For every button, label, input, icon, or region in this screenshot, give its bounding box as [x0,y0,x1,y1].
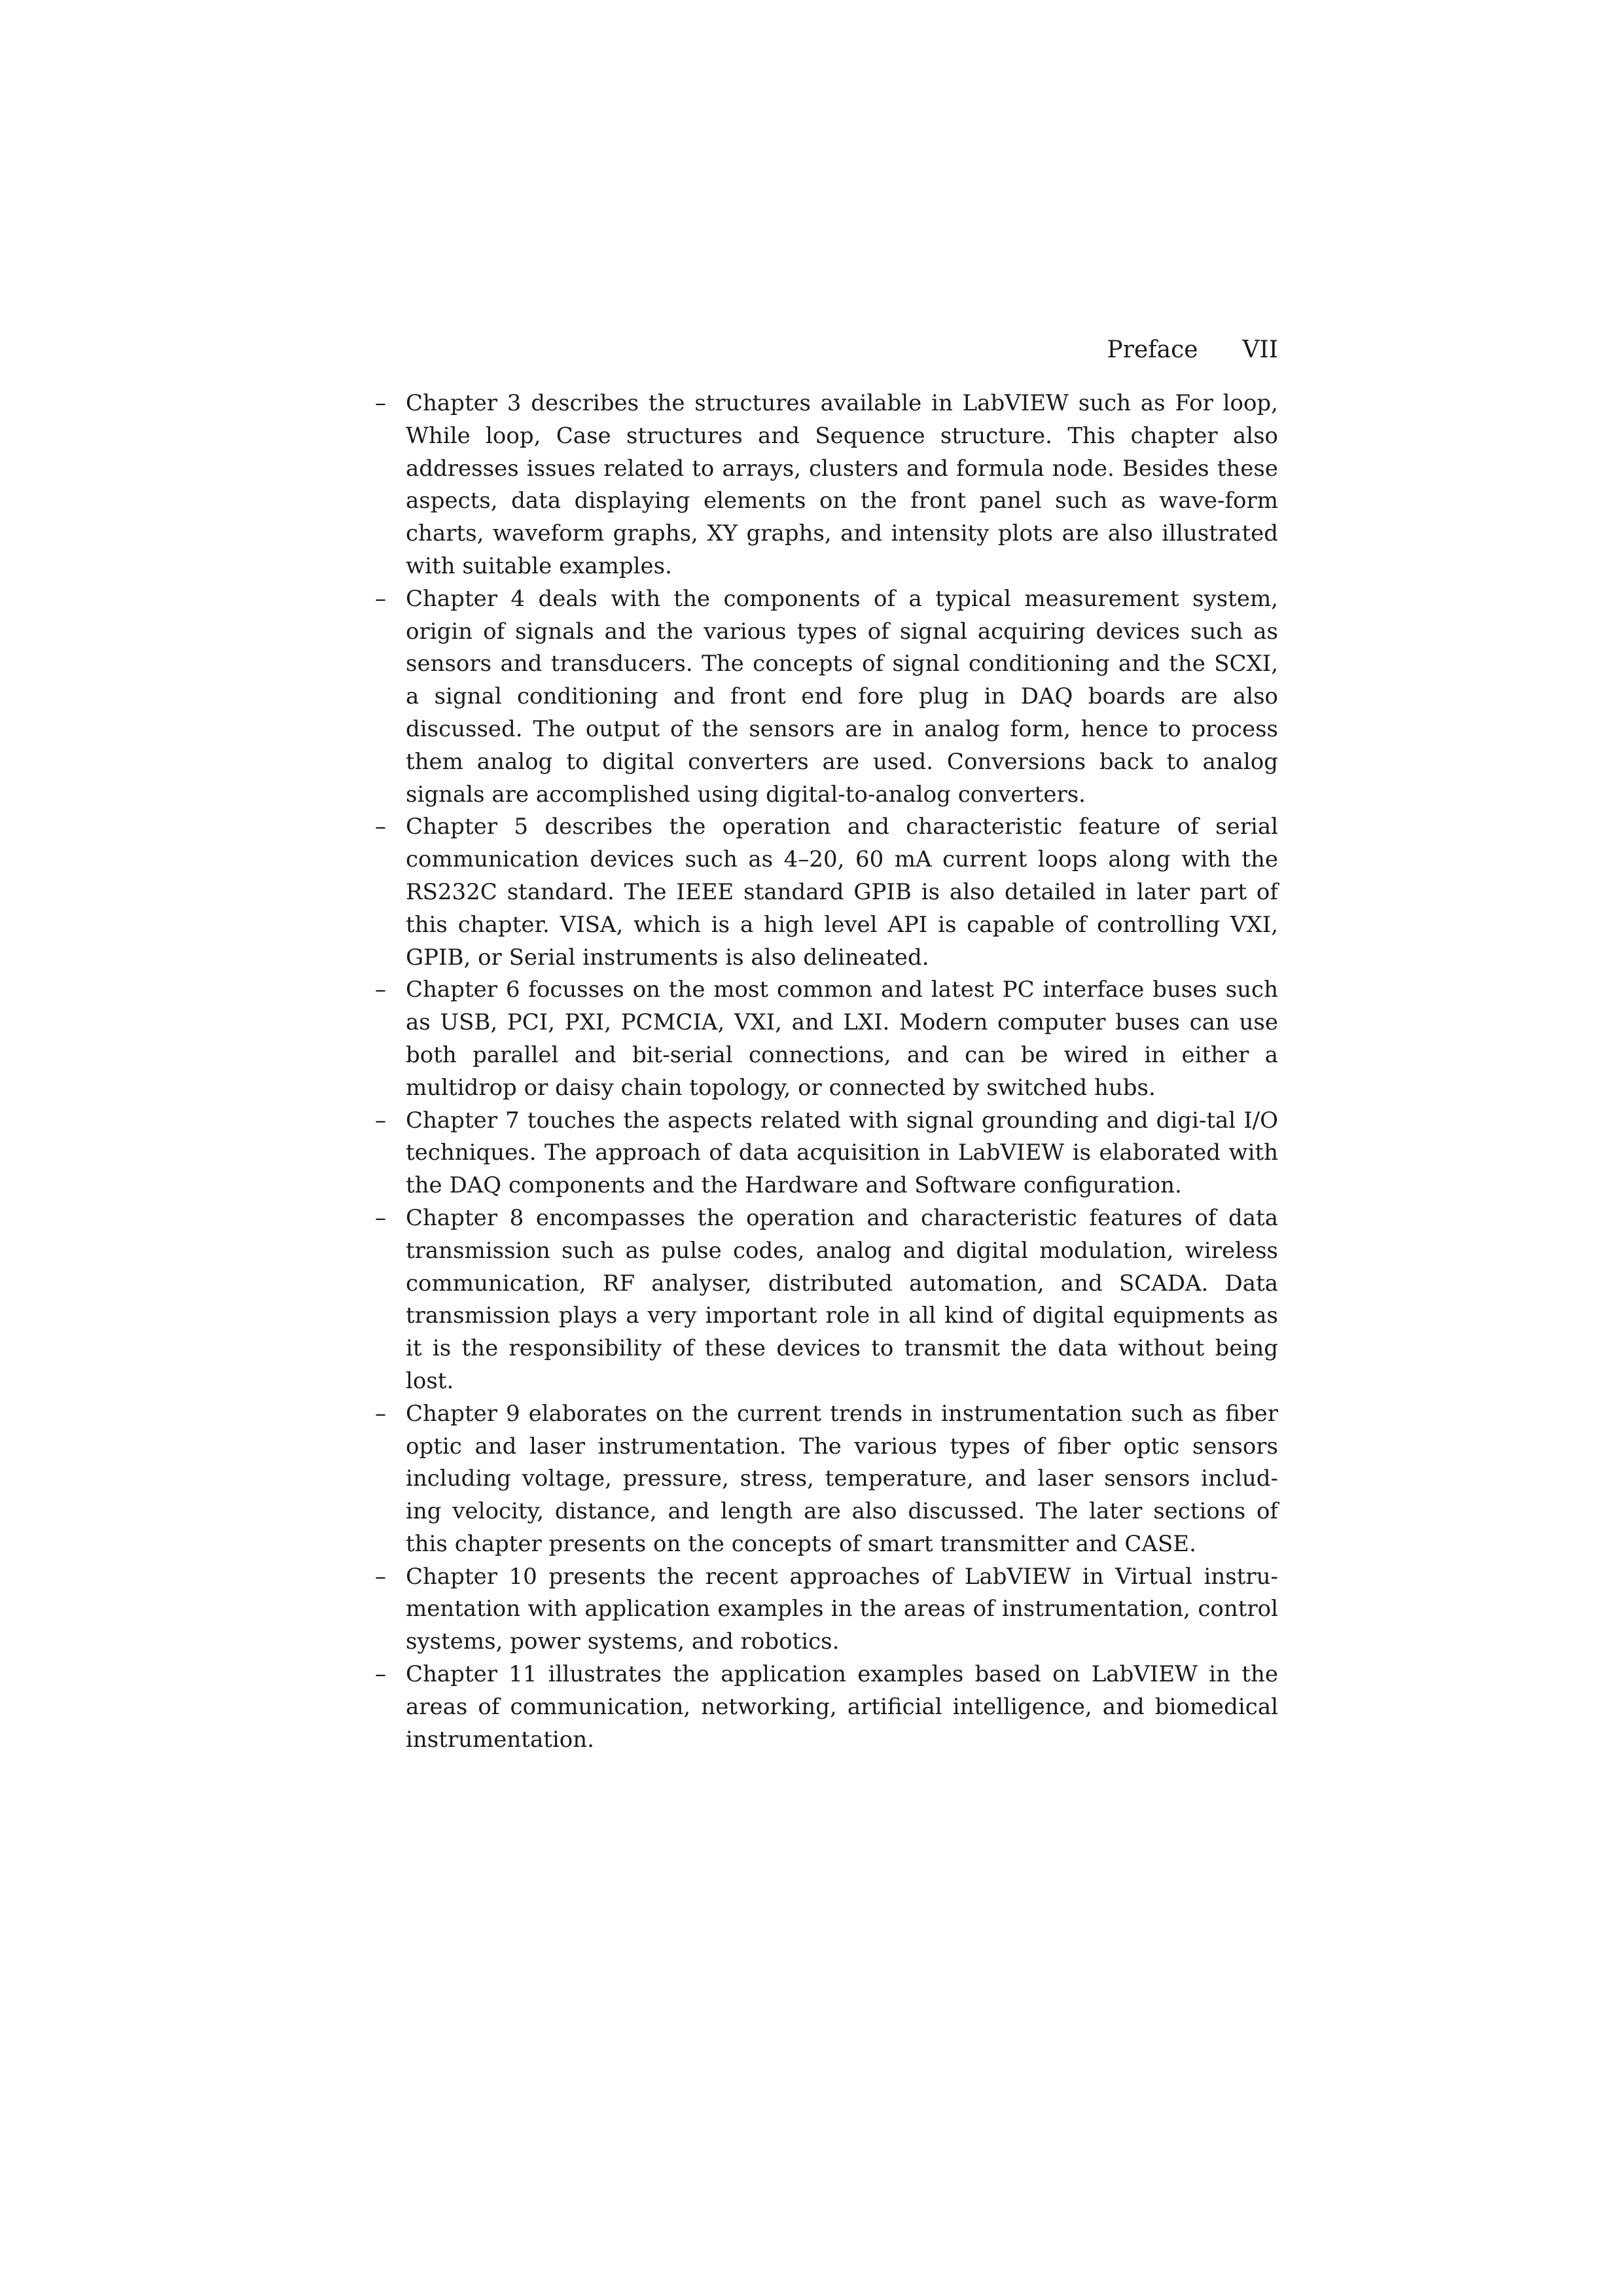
list-dash: – [375,1661,386,1688]
list-item-chapter-6 [375,974,1278,1104]
page-number: VII [1242,336,1278,363]
list-dash: – [375,977,386,1003]
list-item-chapter-5 [375,811,1278,974]
list-dash: – [375,585,386,612]
chapter-8-summary: Chapter 8 encompasses the operation and characteristic features of data transmission such as pulse codes, analog and digital modulation, wireless communication, RF analyser, distributed automation, and SCADA. Data transmission plays a very important role in all kind of digital equipments as it is the responsibility of these devices to transmit the data without being lost. [406,1204,1278,1394]
list-item-chapter-3 [375,387,1278,583]
list-dash: – [375,1400,386,1427]
list-item-chapter-9 [375,1398,1278,1561]
list-dash: – [375,1204,386,1231]
chapter-4-summary: Chapter 4 deals with the components of a typical measurement system, origin of signals and the various types of signal acquiring devices such as sensors and transducers. The concepts of signal conditioning and the SCXI, a signal conditioning and front end fore plug in DAQ boards are also discussed. The output of the sensors are in analog form, hence to process them analog to digital converters are used. Conversions back to analog signals are accomplished using digital-to-analog converters. [406,585,1278,808]
list-item-chapter-7 [375,1105,1278,1202]
header-section-title: Preface [1107,336,1198,363]
list-item-chapter-10 [375,1561,1278,1659]
running-header [375,331,1278,370]
list-dash: – [375,390,386,416]
list-dash: – [375,1107,386,1134]
chapter-10-summary: Chapter 10 presents the recent approaches of LabVIEW in Virtual instru-mentation with application examples in the areas of instrumentation, control systems, power systems, and robotics. [406,1563,1278,1655]
chapter-3-summary: Chapter 3 describes the structures available in LabVIEW such as For loop, While loop, Case structures and Sequence structure. This chapter also addresses issues related to arrays, clusters and formula node. Besides these aspects, data displaying elements on the front panel such as wave-form charts, waveform graphs, XY graphs, and intensity plots are also illustrated with suitable examples. [406,390,1278,579]
chapter-11-summary: Chapter 11 illustrates the application examples based on LabVIEW in the areas of communication, networking, artificial intelligence, and biomedical instrumentation. [406,1661,1278,1753]
chapter-6-summary: Chapter 6 focusses on the most common and latest PC interface buses such as USB, PCI, PXI, PCMCIA, VXI, and LXI. Modern computer buses can use both parallel and bit-serial connections, and can be wired in either a multidrop or daisy chain topology, or connected by switched hubs. [406,977,1278,1101]
list-item-chapter-4 [375,583,1278,812]
list-dash: – [375,814,386,840]
chapter-7-summary: Chapter 7 touches the aspects related with signal grounding and digi-tal I/O techniques. The approach of data acquisition in LabVIEW is elaborated with the DAQ components and the Hardware and Software configuration. [406,1107,1278,1199]
chapter-summary-list [375,387,1278,1756]
chapter-9-summary: Chapter 9 elaborates on the current trends in instrumentation such as fiber optic and laser instrumentation. The various types of fiber optic sensors including voltage, pressure, stress, temperature, and laser sensors includ-ing velocity, distance, and length are also discussed. The later sections of this chapter presents on the concepts of smart transmitter and CASE. [406,1400,1278,1557]
list-item-chapter-11 [375,1659,1278,1756]
list-item-chapter-8 [375,1202,1278,1398]
list-dash: – [375,1563,386,1590]
chapter-5-summary: Chapter 5 describes the operation and characteristic feature of serial communication devices such as 4–20, 60 mA current loops along with the RS232C standard. The IEEE standard GPIB is also detailed in later part of this chapter. VISA, which is a high level API is capable of controlling VXI, GPIB, or Serial instruments is also delineated. [406,814,1278,971]
